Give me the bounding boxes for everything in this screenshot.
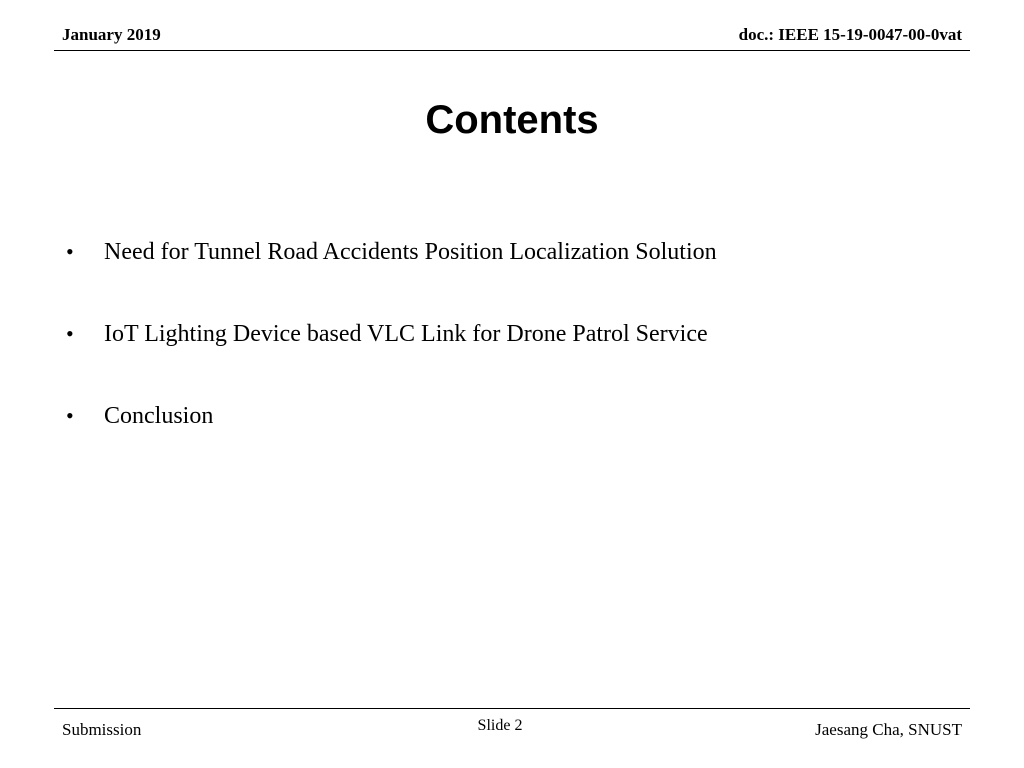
bullet-icon: • bbox=[66, 403, 74, 428]
bullet-text: IoT Lighting Device based VLC Link for Drone Patrol Service bbox=[104, 321, 708, 347]
footer-submission: Submission bbox=[62, 720, 142, 739]
footer-divider bbox=[54, 708, 970, 709]
footer-author: Jaesang Cha, SNUST bbox=[815, 720, 962, 739]
bullet-item bbox=[60, 232, 960, 314]
header-date: January 2019 bbox=[62, 25, 161, 44]
bullet-item bbox=[60, 396, 960, 478]
bullet-item bbox=[60, 314, 960, 396]
header-doc-id: doc.: IEEE 15-19-0047-00-0vat bbox=[738, 25, 962, 44]
slide-title: Contents bbox=[425, 98, 599, 142]
bullet-icon: • bbox=[66, 239, 74, 264]
bullet-icon: • bbox=[66, 321, 74, 346]
bullet-text: Conclusion bbox=[104, 403, 214, 429]
bullet-list bbox=[60, 232, 960, 478]
bullet-text: Need for Tunnel Road Accidents Position Localization Solution bbox=[104, 239, 717, 265]
header-divider bbox=[54, 50, 970, 51]
slide-number: Slide 2 bbox=[477, 717, 523, 734]
